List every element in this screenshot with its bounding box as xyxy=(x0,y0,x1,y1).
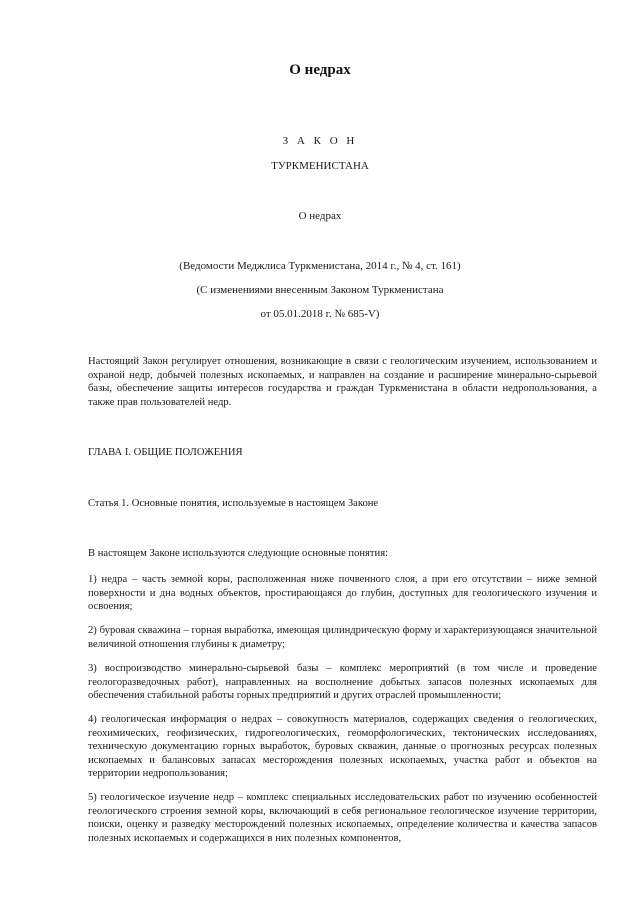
article-heading: Статья 1. Основные понятия, используемые в настоящем Законе xyxy=(88,498,379,509)
document-title: О недрах xyxy=(289,62,351,78)
law-subtitle: О недрах xyxy=(298,210,342,222)
definition-item: 4) геологическая информация о недрах – совокупность материалов, содержащих сведения о геологических, геохимических, геофизических, гидрогеологических, геоморфологических, тектонических исследованиях, техническую документацию горных выработок, буровых скважин, данные о прогнозных ресурсах полезных ископаемых и балансовых запасах месторождения полезных ископаемых, участка работ и объектов на территории недропользования; xyxy=(88,714,597,780)
definition-item: 3) воспроизводство минерально-сырьевой базы – комплекс мероприятий (в том числе и проведение геологоразведочных работ), направленных на восполнение добытых запасов полезных ископаемых для обеспечения стабильной работы горных предприятий и других отраслей промышленности; xyxy=(88,663,597,702)
amendments-line-2: от 05.01.2018 г. № 685-V) xyxy=(260,308,380,320)
publication-source: (Ведомости Меджлиса Туркменистана, 2014 г., № 4, ст. 161) xyxy=(179,260,461,272)
preamble-paragraph: Настоящий Закон регулирует отношения, возникающие в связи с геологическим изучением, использованием и охраной недр, добычей полезных ископаемых, и направлен на создание и расширение минерально-сырьевой базы, обеспечение защиты интересов государства и граждан Туркменистана в области недропользования, а также прав пользователей недр. xyxy=(88,356,597,408)
law-label: З А К О Н xyxy=(282,135,358,147)
definition-item: 5) геологическое изучение недр – комплекс специальных исследовательских работ по изучению особенностей геологического строения земной коры, включающий в себя региональное геологическое изучение территории, поиски, оценку и разведку месторождений полезных ископаемых, определение количества и качества запасов полезных ископаемых и содержащихся в них полезных компонентов, xyxy=(88,792,597,844)
country-label: ТУРКМЕНИСТАНА xyxy=(271,160,369,172)
amendments-line-1: (С изменениями внесенным Законом Туркменистана xyxy=(196,284,444,296)
chapter-heading: ГЛАВА I. ОБЩИЕ ПОЛОЖЕНИЯ xyxy=(88,447,243,458)
definition-item: 1) недра – часть земной коры, расположенная ниже почвенного слоя, а при его отсутствии – ниже земной поверхности и дна водных объектов, простирающаяся до глубин, доступных для геологического изучения и освоения; xyxy=(88,574,597,613)
definition-item: 2) буровая скважина – горная выработка, имеющая цилиндрическую форму и характеризующаяся значительной величиной отношения глубины к диаметру; xyxy=(88,625,597,650)
definitions-intro: В настоящем Законе используются следующие основные понятия: xyxy=(88,548,389,559)
